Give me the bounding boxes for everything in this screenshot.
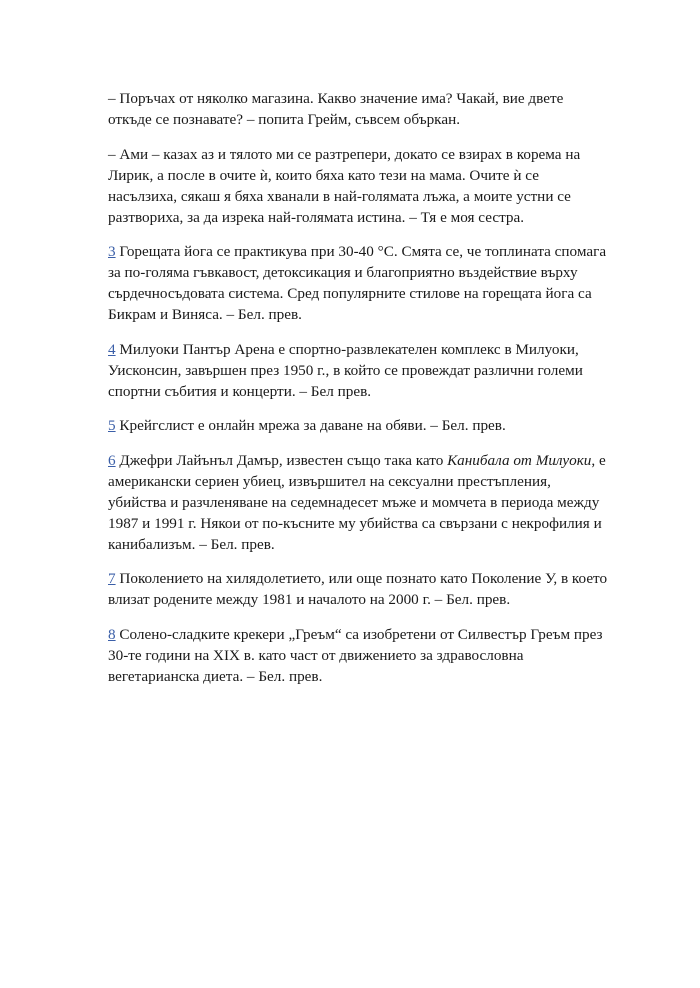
footnote-text-6-after: , е американски сериен убиец, извършител на сексуални престъпления, убийства и разчленяване на седемнадесет мъже и момчета в периода между 1987 и 1991 г. Някои от по-късните му убийства са свързани с некрофилия и канибализъм. – Бел. прев. — [108, 451, 606, 553]
footnote-text-6-before: Джефри Лайънъл Дамър, известен също така като — [119, 451, 448, 469]
dialogue-paragraph-2: – Ами – казах аз и тялото ми се разтрепери, докато се взирах в корема на Лирик, а после в очите ѝ, които бяха като тези на мама. Очите ѝ се насълзиха, сякаш я бяха хванали в най-голямата лъжа, а моите устни се разтвориха, за да изрека най-голямата истина. – Тя е моя сестра. — [108, 145, 581, 226]
footnote-4 — [108, 339, 608, 402]
footnote-text-6-italic: Канибала от Милуоки — [447, 451, 592, 469]
footnote-text-4: Милуоки Пантър Арена е спортно-развлекателен комплекс в Милуоки, Уисконсин, завършен през 1950 г., в който се провеждат различни големи спортни събития и концерти. – Бел прев. — [108, 340, 583, 400]
page-content — [108, 88, 608, 700]
footnote-text-5: Крейгслист е онлайн мрежа за даване на обяви. – Бел. прев. — [119, 417, 506, 434]
footnote-7 — [108, 568, 608, 610]
footnote-text-8: Солено-сладките крекери „Греъм“ са изобретени от Силвестър Греъм през 30-те години на XIX в. като част от движението за здравословна вегетарианска диета. – Бел. прев. — [108, 625, 603, 685]
footnote-link-8[interactable]: 8 — [108, 625, 116, 643]
footnote-link-5[interactable]: 5 — [108, 417, 116, 434]
footnote-5 — [108, 415, 608, 436]
dialogue-paragraph-1: – Поръчах от няколко магазина. Какво значение има? Чакай, вие двете откъде се познавате? – попита Грейм, съвсем объркан. — [108, 90, 564, 128]
footnote-6 — [108, 450, 608, 555]
footnote-text-7: Поколението на хилядолетието, или още познато като Поколение У, в което влизат родените между 1981 и началото на 2000 г. – Бел. прев. — [108, 570, 608, 608]
footnote-link-3[interactable]: 3 — [108, 243, 116, 260]
footnote-3 — [108, 241, 608, 325]
footnote-link-7[interactable]: 7 — [108, 570, 116, 587]
footnote-link-4[interactable]: 4 — [108, 340, 116, 358]
footnote-link-6[interactable]: 6 — [108, 451, 116, 469]
footnote-8 — [108, 624, 608, 687]
footnote-text-3: Горещата йога се практикува при 30-40 °C. Смята се, че топлината спомага за по-голяма гъвкавост, детоксикация и благоприятно въздействие върху сърдечносъдовата система. Сред популярните стилове на горещата йога са Бикрам и Виняса. – Бел. прев. — [108, 243, 607, 323]
